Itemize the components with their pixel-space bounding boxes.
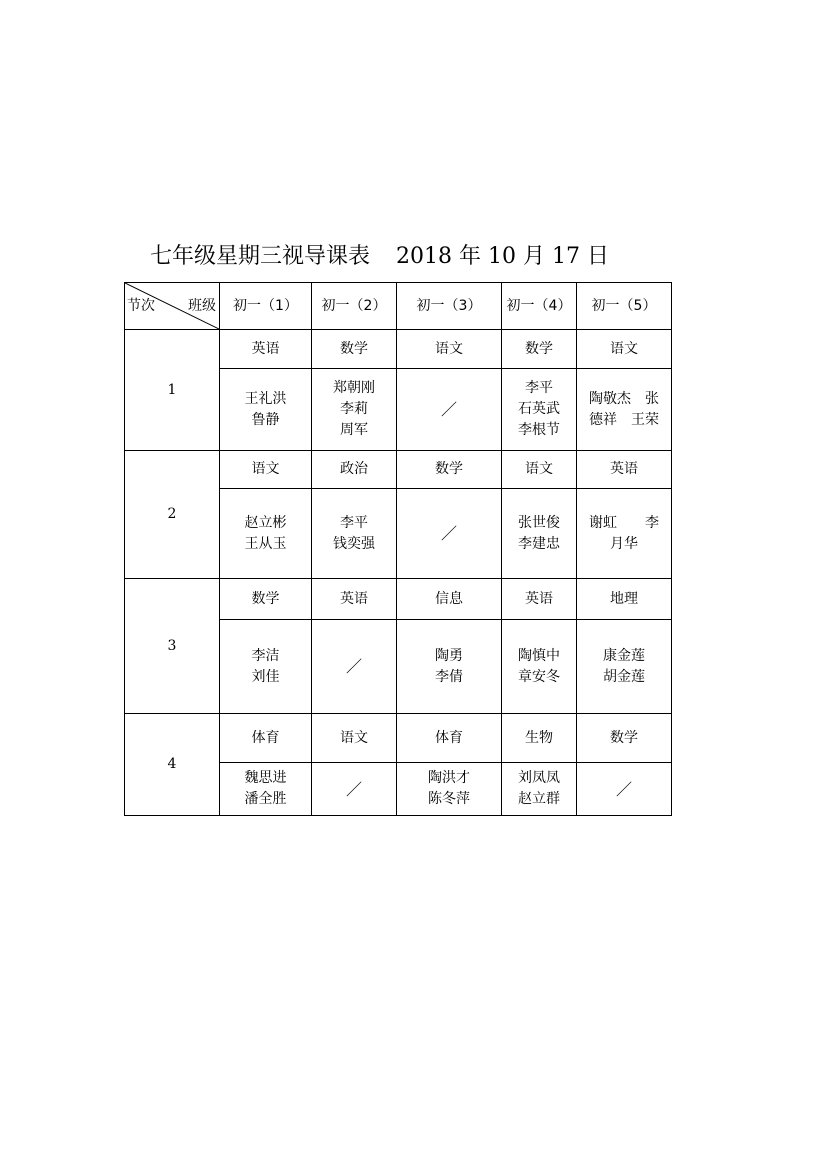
teacher-cell: 谢虹 李 月华	[577, 489, 672, 579]
subject-row	[125, 451, 672, 489]
schedule-table	[124, 282, 672, 816]
empty-slash-cell: ／	[312, 620, 397, 714]
subject-cell: 语文	[397, 330, 502, 369]
period-label: 1	[125, 330, 220, 451]
class-header-2: 初一（2）	[312, 283, 397, 330]
teacher-cell: 陶洪才 陈冬萍	[397, 763, 502, 816]
period-label: 4	[125, 714, 220, 816]
teacher-cell: 康金莲 胡金莲	[577, 620, 672, 714]
empty-slash-cell: ／	[577, 763, 672, 816]
empty-slash-cell: ／	[312, 763, 397, 816]
subject-cell: 政治	[312, 451, 397, 489]
subject-cell: 生物	[502, 714, 577, 763]
subject-row	[125, 714, 672, 763]
subject-cell: 体育	[397, 714, 502, 763]
subject-row	[125, 579, 672, 620]
period-label: 2	[125, 451, 220, 579]
subject-cell: 数学	[577, 714, 672, 763]
corner-label-class: 班级	[188, 298, 216, 314]
subject-cell: 英语	[312, 579, 397, 620]
title-date: 2018 年 10 月 17 日	[396, 244, 609, 269]
teacher-cell: 刘凤凤 赵立群	[502, 763, 577, 816]
teacher-cell: 魏思进 潘全胜	[220, 763, 312, 816]
corner-label-period: 节次	[127, 298, 155, 314]
empty-slash-cell: ／	[397, 369, 502, 451]
subject-cell: 数学	[312, 330, 397, 369]
teacher-cell: 张世俊 李建忠	[502, 489, 577, 579]
class-header-4: 初一（4）	[502, 283, 577, 330]
empty-slash-cell: ／	[397, 489, 502, 579]
teacher-cell: 李平 石英武 李根节	[502, 369, 577, 451]
class-header-1: 初一（1）	[220, 283, 312, 330]
class-header-3: 初一（3）	[397, 283, 502, 330]
teacher-cell: 陶敬杰 张 德祥 王荣	[577, 369, 672, 451]
subject-cell: 语文	[312, 714, 397, 763]
subject-cell: 语文	[502, 451, 577, 489]
subject-cell: 语文	[220, 451, 312, 489]
subject-cell: 英语	[220, 330, 312, 369]
subject-cell: 语文	[577, 330, 672, 369]
subject-cell: 地理	[577, 579, 672, 620]
teacher-cell: 王礼洪 鲁静	[220, 369, 312, 451]
class-header-5: 初一（5）	[577, 283, 672, 330]
subject-cell: 体育	[220, 714, 312, 763]
subject-cell: 数学	[397, 451, 502, 489]
title-text: 七年级星期三视导课表	[150, 244, 371, 269]
teacher-cell: 李洁 刘佳	[220, 620, 312, 714]
teacher-cell: 李平 钱奕强	[312, 489, 397, 579]
teacher-cell: 陶勇 李倩	[397, 620, 502, 714]
teacher-cell: 赵立彬 王从玉	[220, 489, 312, 579]
subject-cell: 数学	[502, 330, 577, 369]
period-label: 3	[125, 579, 220, 714]
subject-row	[125, 330, 672, 369]
header-row	[125, 283, 672, 330]
teacher-cell: 郑朝刚 李莉 周军	[312, 369, 397, 451]
subject-cell: 信息	[397, 579, 502, 620]
corner-cell	[125, 283, 220, 330]
subject-cell: 英语	[577, 451, 672, 489]
subject-cell: 数学	[220, 579, 312, 620]
page-title	[150, 240, 670, 274]
teacher-cell: 陶慎中 章安冬	[502, 620, 577, 714]
subject-cell: 英语	[502, 579, 577, 620]
